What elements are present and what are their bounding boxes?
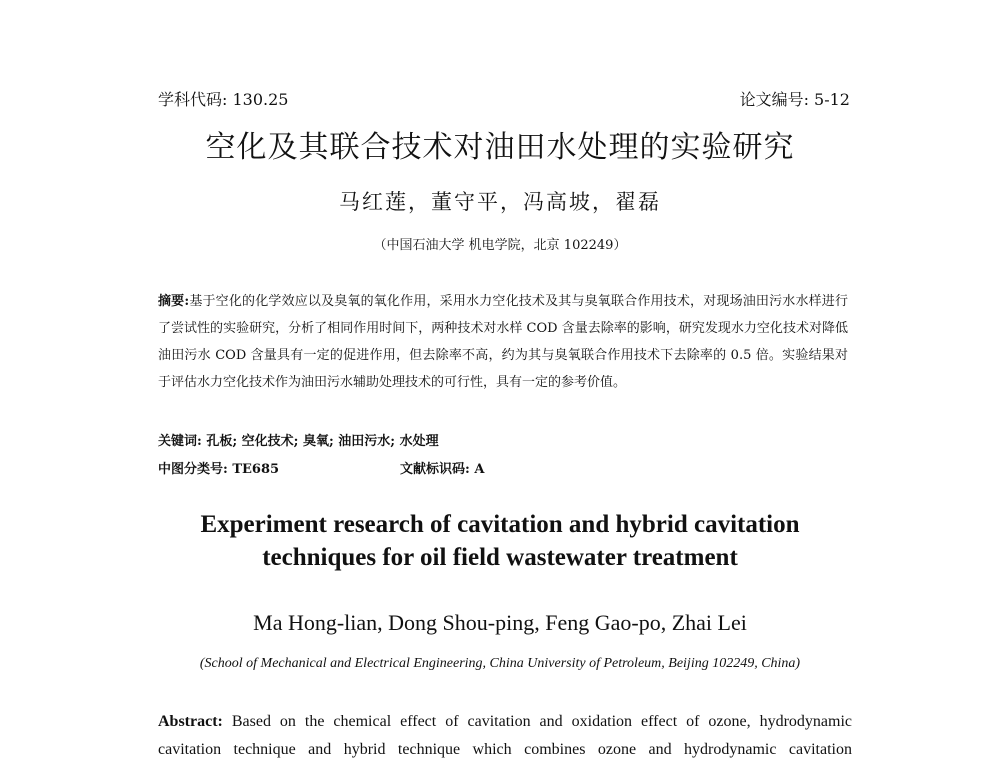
english-abstract-label: Abstract: xyxy=(158,713,223,730)
chinese-doc-code: 文献标识码: A xyxy=(400,462,485,477)
english-title-line2: techniques for oil field wastewater treatment xyxy=(262,544,738,571)
english-abstract xyxy=(158,708,852,764)
chinese-abstract xyxy=(158,288,848,396)
chinese-abstract-label: 摘要: xyxy=(158,294,190,309)
english-affiliation: (School of Mechanical and Electrical Engineering, China University of Petroleum, Beijing 102249, China) xyxy=(199,656,801,671)
chinese-affiliation: （中国石油大学 机电学院，北京 102249） xyxy=(373,238,627,253)
chinese-clc: 中图分类号: TE685 xyxy=(158,462,280,477)
english-title-line1: Experiment research of cavitation and hybrid cavitation xyxy=(200,511,800,538)
chinese-authors: 马红莲，董守平，冯高坡，翟磊 xyxy=(339,190,661,214)
english-authors: Ma Hong-lian, Dong Shou-ping, Feng Gao-po, Zhai Lei xyxy=(253,610,747,635)
subject-code: 学科代码: 130.25 xyxy=(158,90,289,109)
paper-number: 论文编号: 5-12 xyxy=(739,90,850,109)
chinese-keywords: 关键词: 孔板; 空化技术; 臭氧; 油田污水; 水处理 xyxy=(158,434,439,449)
chinese-title: 空化及其联合技术对油田水处理的实验研究 xyxy=(205,130,795,165)
english-abstract-text: Based on the chemical effect of cavitation and oxidation effect of ozone, hydrodynamic cavitation technique and hybrid technique which combines ozone and hydrodynamic cavitation xyxy=(158,713,852,758)
chinese-abstract-text: 基于空化的化学效应以及臭氧的氧化作用，采用水力空化技术及其与臭氧联合作用技术，对现场油田污水水样进行了尝试性的实验研究，分析了相同作用时间下，两种技术对水样 COD 含量去除率的影响，研究发现水力空化技术对降低油田污水 COD 含量具有一定的促进作用，但去除率不高，约为其与臭氧联合作用技术下去除率的 0.5 倍。实验结果对于评估水力空化技术作为油田污水辅助处理技术的可行性，具有一定的参考价值。 xyxy=(158,294,848,390)
english-title xyxy=(0,508,1000,574)
